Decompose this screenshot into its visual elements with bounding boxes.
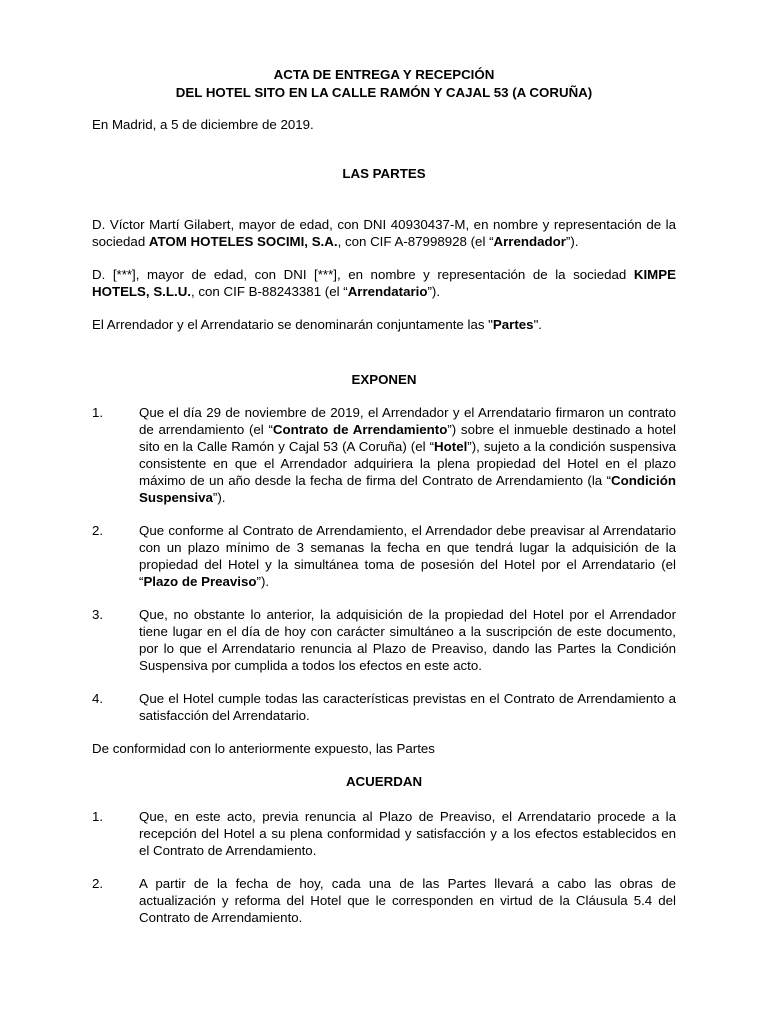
- item-number: 1.: [92, 809, 104, 824]
- heading-exponen: EXPONEN: [351, 372, 417, 387]
- item-number: 1.: [92, 405, 104, 420]
- term-arrendatario: Arrendatario: [347, 284, 428, 299]
- company-atom: ATOM HOTELES SOCIMI, S.A.: [148, 234, 338, 249]
- exponen-item-4: 4. Que el Hotel cumple todas las características previstas en el Contrato de Arrendamiento a satisfacción del Arrendatario.: [92, 691, 676, 723]
- acuerdan-item-2: 2. A partir de la fecha de hoy, cada una de las Partes llevará a cabo las obras de actualización y reforma del Hotel que le corresponden en virtud de la Cláusula 5.4 del Contrato de Arrendamiento.: [92, 876, 676, 925]
- item-number: 3.: [92, 607, 104, 622]
- heading-acuerdan: ACUERDAN: [345, 774, 423, 789]
- acuerdan-item-1: 1. Que, en este acto, previa renuncia al Plazo de Preaviso, el Arrendatario procede a la recepción del Hotel a su plena conformidad y satisfacción y a los efectos establecidos en el Contrato de Arrendamiento.: [92, 809, 676, 858]
- term-arrendador: Arrendador: [493, 234, 566, 249]
- document-title: [92, 66, 676, 102]
- parties-definition: El Arrendador y el Arrendatario se denominarán conjuntamente las "Partes".: [92, 317, 542, 332]
- item-number: 2.: [92, 523, 104, 538]
- heading-las-partes: LAS PARTES: [342, 166, 426, 181]
- title-line-2: DEL HOTEL SITO EN LA CALLE RAMÓN Y CAJAL 53 (A CORUÑA): [175, 85, 593, 100]
- term-partes: Partes: [492, 317, 534, 332]
- party-arrendador: D. Víctor Martí Gilabert, mayor de edad, con DNI 40930437-M, en nombre y representación de la sociedad ATOM HOTELES SOCIMI, S.A., con CIF A-87998928 (el “Arrendador”).: [92, 217, 676, 249]
- place-date: En Madrid, a 5 de diciembre de 2019.: [92, 117, 314, 132]
- exponen-item-1: 1. Que el día 29 de noviembre de 2019, el Arrendador y el Arrendatario firmaron un contrato de arrendamiento (el “Contrato de Arrendamiento”) sobre el inmueble destinado a hotel sito en la Calle Ramón y Cajal 53 (A Coruña) (el “Hotel”), sujeto a la condición suspensiva consistente en que el Arrendador adquiriera la plena propiedad del Hotel en el plazo máximo de un año desde la fecha de firma del Contrato de Arrendamiento (la “Condición Suspensiva”).: [92, 405, 677, 505]
- title-line-1: ACTA DE ENTREGA Y RECEPCIÓN: [273, 67, 495, 82]
- item-number: 4.: [92, 691, 104, 706]
- exponen-item-3: 3. Que, no obstante lo anterior, la adquisición de la propiedad del Hotel por el Arrendador tiene lugar en el día de hoy con carácter simultáneo a la suscripción de este documento, por lo que el Arrendatario renuncia al Plazo de Preaviso, dando las Partes la Condición Suspensiva por cumplida a todos los efectos en este acto.: [92, 607, 676, 673]
- company-kimpe: KIMPE HOTELS, S.L.U.: [92, 267, 676, 299]
- exponen-item-2: 2. Que conforme al Contrato de Arrendamiento, el Arrendador debe preavisar al Arrendatario con un plazo mínimo de 3 semanas la fecha en que tendrá lugar la adquisición de la propiedad del Hotel y la simultánea toma de posesión del Hotel por el Arrendatario (el “Plazo de Preaviso”).: [92, 523, 676, 589]
- item-number: 2.: [92, 876, 104, 891]
- party-arrendatario: D. [***], mayor de edad, con DNI [***], en nombre y representación de la sociedad KIMPE HOTELS, S.L.U., con CIF B-88243381 (el “Arrendatario”).: [92, 267, 676, 299]
- exponen-closing: De conformidad con lo anteriormente expuesto, las Partes: [92, 741, 435, 756]
